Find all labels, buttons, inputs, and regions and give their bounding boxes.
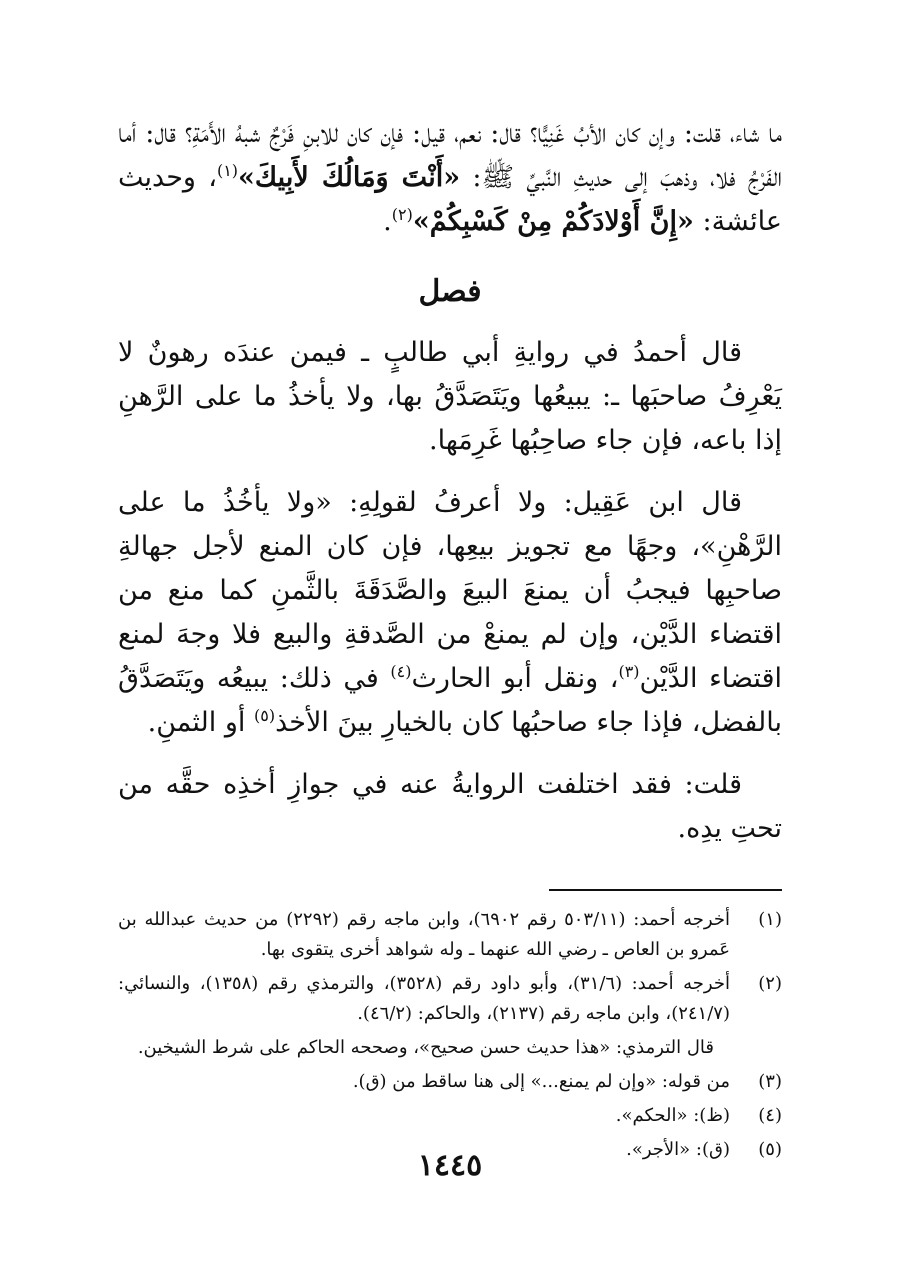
footnote-item bbox=[118, 1101, 782, 1131]
footnote-ref-5: (٥) bbox=[253, 706, 276, 725]
footnote-item bbox=[118, 969, 782, 1029]
footnote-text: أخرجه أحمد: (٣١/٦)، وأبو داود رقم (٣٥٢٨)، والترمذي رقم (١٣٥٨)، والنسائي: (٢٤١/٧)، وابن ماجه رقم (٢١٣٧)، والحاكم: (٤٦/٢). bbox=[118, 973, 730, 1024]
paragraph-2-text-4: أو الثمنِ. bbox=[147, 707, 254, 738]
footnote-number: (١) bbox=[758, 909, 782, 930]
footnote-number: (٤) bbox=[758, 1105, 782, 1126]
paragraph-2-text-3: في ذلك: يبيعُه ويَتَصَدَّقُ بالفضل، فإذا جاء صاحبُها كان بالخيارِ بينَ الأخذ bbox=[118, 663, 782, 738]
footnote-text: قال الترمذي: «هذا حديث حسن صحيح»، وصححه الحاكم على شرط الشيخين. bbox=[137, 1037, 714, 1058]
top-paragraph-text-1: ما شاء، قلت: وإن كان الأبُ غَنِيًّا؟ قال: نعم، قيل: فإن كان للابنِ فَرْجٌ شبهُ الأَمَةِ؟ قال: أما الفَرْجُ فلا، وذهبَ إلى حديثِ النَّبيِّ ﷺ: bbox=[118, 118, 782, 193]
paragraph-ibn-aqil bbox=[118, 481, 782, 745]
top-paragraph bbox=[118, 112, 782, 244]
top-paragraph-text-2: ، وحديث عائشة: bbox=[118, 162, 782, 237]
footnote-separator bbox=[549, 889, 782, 891]
footnote-continuation bbox=[118, 1033, 782, 1063]
footnote-number: (٣) bbox=[758, 1071, 782, 1092]
hadith-quote-2: «إِنَّ أَوْلادَكُمْ مِنْ كَسْبِكُمْ» bbox=[412, 206, 694, 237]
top-paragraph-text-3: . bbox=[383, 206, 392, 237]
hadith-quote-1: «أَنْتَ وَمَالُكَ لأَبِيكَ» bbox=[238, 162, 461, 193]
footnote-number: (٥) bbox=[758, 1139, 782, 1160]
footnote-text: من قوله: «وإن لم يمنع...» إلى هنا ساقط من (ق). bbox=[352, 1071, 730, 1092]
footnote-text: (ق): «الأجر». bbox=[626, 1139, 730, 1160]
footnote-ref-2: (٢) bbox=[391, 205, 413, 224]
section-heading: فصل bbox=[418, 274, 482, 309]
paragraph-author-note: قلت: فقد اختلفت الروايةُ عنه في جوازِ أخذِه حقَّه من تحتِ يدِه. bbox=[118, 769, 782, 844]
page-number: ١٤٤٥ bbox=[417, 1148, 483, 1183]
footnote-number: (٢) bbox=[758, 973, 782, 994]
footnote-text: أخرجه أحمد: (٥٠٣/١١ رقم ٦٩٠٢)، وابن ماجه رقم (٢٢٩٢) من حديث عبدالله بن عَمرو بن العاص ـ رضي الله عنهما ـ وله شواهد أخرى يتقوى بها. bbox=[118, 909, 730, 960]
footnotes bbox=[118, 905, 782, 1165]
footnote-ref-4: (٤) bbox=[390, 662, 412, 681]
paragraph-ahmad-narration: قال أحمدُ في روايةِ أبي طالبٍ ـ فيمن عندَه رهونٌ لا يَعْرِفُ صاحبَها ـ: يبيعُها ويَتَصَدَّقُ بها، ولا يأخذُ ما على الرَّهنِ إذا باعه، فإن جاء صاحِبُها غَرِمَها. bbox=[118, 337, 782, 456]
page-body bbox=[118, 112, 782, 1169]
footnote-item bbox=[118, 1067, 782, 1097]
paragraph-2-text-1: قال ابن عَقِيل: ولا أعرفُ لقولِهِ: «ولا يأخُذُ ما على الرَّهْنِ»، وجهًا مع تجويز بيعِها، فإن كان المنع لأجل جهالةِ صاحبِها فيجبُ أن يمنعَ البيعَ والصَّدَقَةَ بالثَّمنِ كما منع من اقتضاء الدَّيْن، وإن لم يمنعْ من الصَّدقةِ والبيع فلا وجهَ لمنع اقتضاء الدَّيْن bbox=[118, 487, 782, 694]
paragraph-2-text-2: ، ونقل أبو الحارث bbox=[411, 663, 619, 694]
footnote-ref-1: (١) bbox=[216, 161, 239, 180]
footnote-ref-3: (٣) bbox=[618, 662, 640, 681]
footnote-text: (ظ): «الحكم». bbox=[615, 1105, 730, 1126]
footnote-item bbox=[118, 905, 782, 965]
